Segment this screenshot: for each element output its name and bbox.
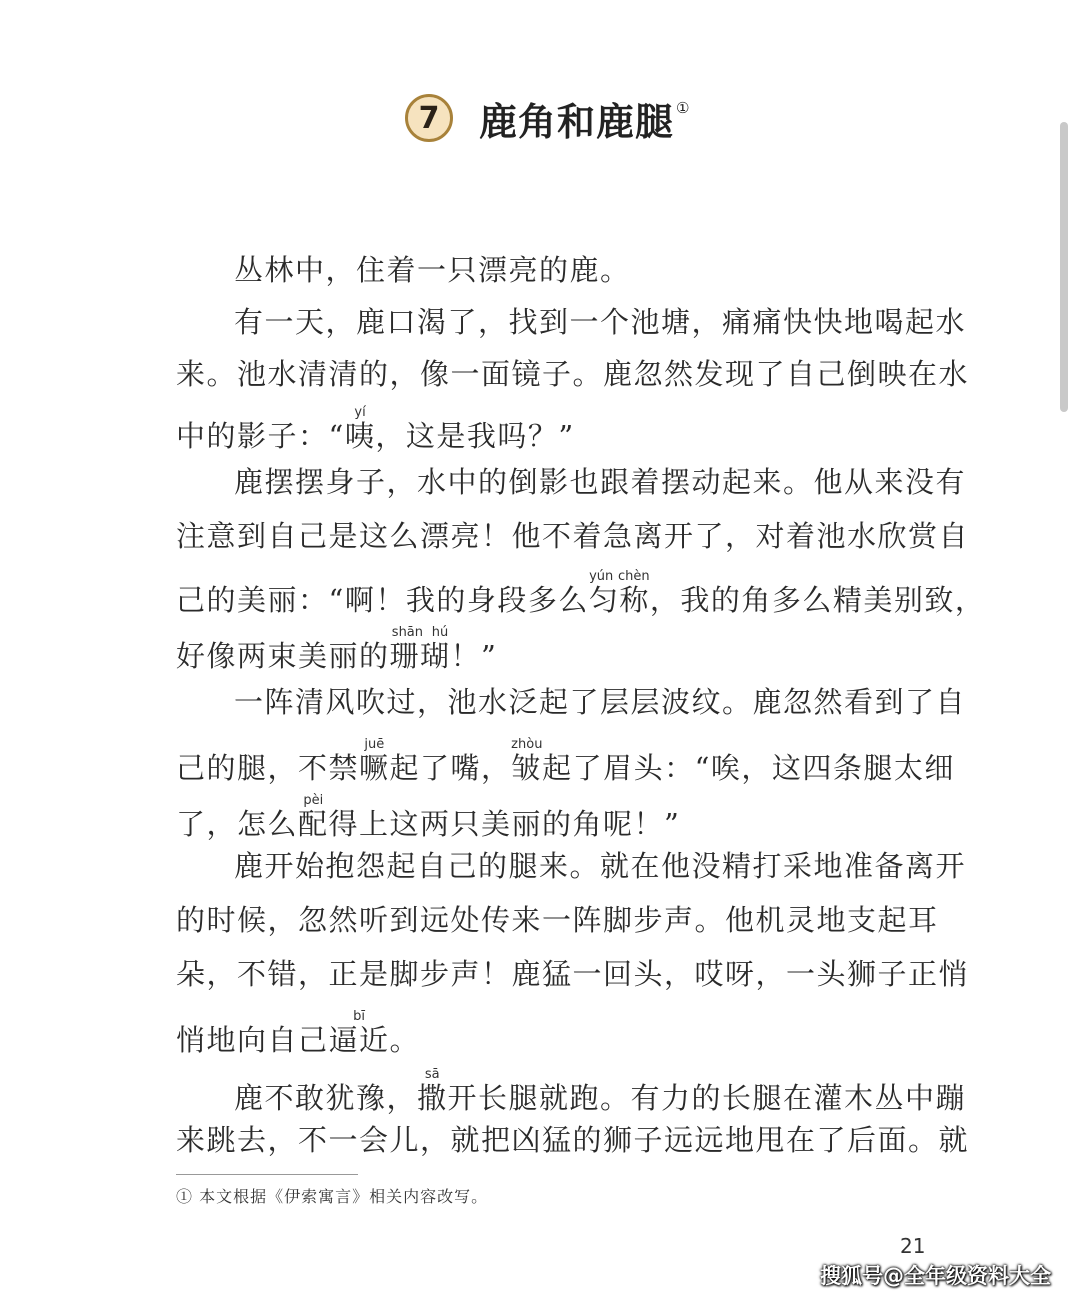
lesson-number-badge: 7	[405, 94, 453, 142]
pinyin: shān hú	[389, 625, 451, 640]
pinyin: yún chèn	[588, 569, 650, 584]
text-segment: 中的影子：“	[176, 419, 345, 453]
text-line	[176, 1009, 421, 1057]
text-segment: 起了眉头：“唉，这四条腿太细	[542, 751, 955, 785]
annotated-char: 珊瑚	[389, 639, 451, 673]
footnote: ① 本文根据《伊索寓言》相关内容改写。	[176, 1187, 489, 1206]
pinyin: bī	[328, 1009, 390, 1024]
text-line	[176, 793, 681, 841]
text-segment: 己的腿，不禁	[176, 751, 360, 785]
text-line: 来。池水清清的，像一面镜子。鹿忽然发现了自己倒映在水	[176, 357, 970, 391]
text-line	[176, 1067, 967, 1115]
text-segment: 己的美丽：“啊！我的身段多么	[176, 583, 589, 617]
lesson-title-text	[479, 91, 690, 146]
text-line: 一阵清风吹过，池水泛起了层层波纹。鹿忽然看到了自	[234, 685, 967, 719]
pinyin-word	[389, 625, 451, 673]
text-line: 丛林中，住着一只漂亮的鹿。	[234, 253, 631, 287]
pinyin: zhòu	[511, 737, 543, 752]
text-line: 来跳去，不一会儿，就把凶猛的狮子远远地甩在了后面。就	[176, 1123, 970, 1157]
text-segment: 。	[389, 1023, 421, 1057]
text-segment: ！”	[450, 639, 498, 673]
text-segment: 悄地向自己	[176, 1023, 329, 1057]
pinyin-word	[298, 793, 329, 841]
annotated-char: 皱	[511, 751, 543, 785]
text-line: 鹿摆摆身子，水中的倒影也跟着摆动起来。他从来没有	[234, 465, 967, 499]
pinyin: yí	[344, 405, 376, 420]
text-segment: 好像两束美丽的	[176, 639, 390, 673]
text-segment: 得上这两只美丽的角呢！”	[328, 807, 681, 841]
pinyin-word	[359, 737, 390, 785]
text-line	[176, 569, 986, 617]
text-line: 注意到自己是这么漂亮！他不着急离开了，对着池水欣赏自	[176, 519, 970, 553]
pinyin-word	[588, 569, 650, 617]
annotated-char: 匀称	[588, 583, 650, 617]
text-segment: 鹿不敢犹豫，	[234, 1081, 418, 1115]
lesson-title	[405, 88, 690, 148]
text-segment: ，这是我吗？”	[375, 419, 575, 453]
pinyin-word	[328, 1009, 390, 1057]
text-line	[176, 737, 955, 785]
text-line: 有一天，鹿口渴了，找到一个池塘，痛痛快快地喝起水	[234, 305, 967, 339]
text-line	[176, 625, 498, 673]
text-line: 鹿开始抱怨起自己的腿来。就在他没精打采地准备离开	[234, 849, 967, 883]
text-segment: 了，怎么	[176, 807, 299, 841]
pinyin-word	[511, 737, 543, 785]
text-line	[176, 405, 575, 453]
annotated-char: 逼近	[328, 1023, 390, 1057]
pinyin-word	[417, 1067, 448, 1115]
annotated-char: 咦	[344, 419, 376, 453]
pinyin-word	[344, 405, 376, 453]
pinyin: juē	[359, 737, 390, 752]
text-line: 朵，不错，正是脚步声！鹿猛一回头，哎呀，一头狮子正悄	[176, 957, 970, 991]
annotated-char: 配	[298, 807, 329, 841]
text-line: 的时候，忽然听到远处传来一阵脚步声。他机灵地支起耳	[176, 903, 939, 937]
scrollbar-thumb[interactable]	[1060, 122, 1068, 412]
annotated-char: 噘	[359, 751, 390, 785]
annotated-char: 撒	[417, 1081, 448, 1115]
watermark: 搜狐号@全年级资料大全	[820, 1264, 1051, 1288]
page-number: 21	[900, 1234, 926, 1258]
footnote-divider	[176, 1174, 358, 1175]
text-segment: ，我的角多么精美别致，	[649, 583, 986, 617]
footnote-marker: ①	[676, 98, 691, 117]
pinyin: sā	[417, 1067, 448, 1082]
text-segment: 开长腿就跑。有力的长腿在灌木丛中蹦	[447, 1081, 967, 1115]
text-segment: 起了嘴，	[389, 751, 512, 785]
pinyin: pèi	[298, 793, 329, 808]
title-label: 鹿角和鹿腿	[479, 99, 675, 144]
